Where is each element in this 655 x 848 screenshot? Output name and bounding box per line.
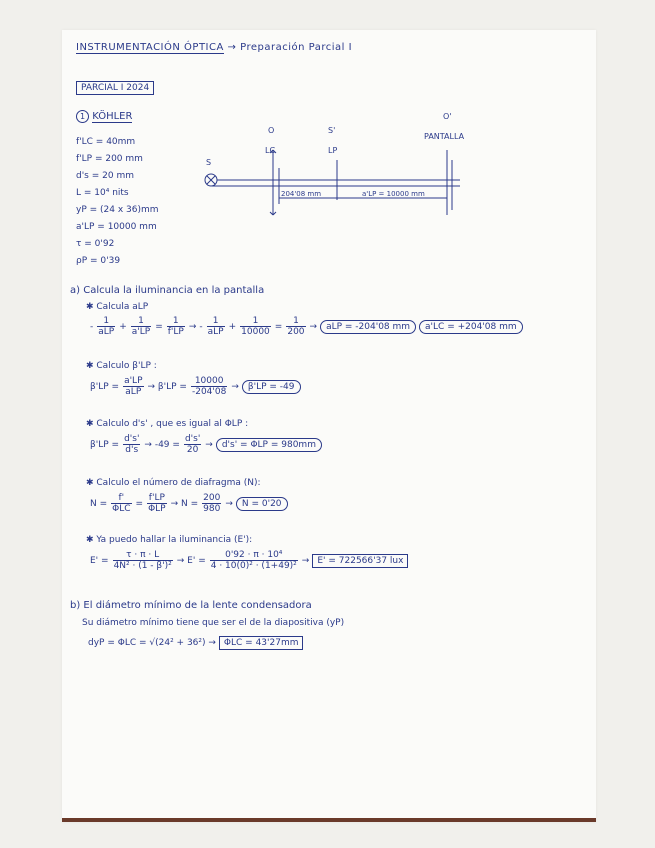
step5-equation: E' = $\frac{\tau \cdot \pi \cdot L}{\text{4N² · (1 - β')²}}$ → E' = $\frac{\text{0'92 · π · 10⁴}}{\text{4 · 10(0)² · (1+49)²}}$ → E' = 722566'37 lux — [90, 550, 408, 571]
step2-result: β'LP = -49 — [242, 380, 301, 394]
exam-tag: PARCIAL I 2024 — [76, 81, 154, 95]
step1-label: ✱ Calcula aLP — [86, 302, 149, 312]
given-item: yP = (24 x 36)mm — [76, 205, 159, 215]
given-item: a'LP = 10000 mm — [76, 222, 157, 232]
label-lp: LP — [328, 146, 338, 155]
step5-label: ✱ Ya puedo hallar la iluminancia (E'): — [86, 535, 253, 545]
header-subject: Preparación Parcial I — [240, 42, 353, 53]
label-lc: LC — [265, 146, 276, 155]
step1-result2: a'LC = +204'08 mm — [419, 320, 523, 334]
notebook-page — [62, 30, 596, 822]
part-b-line2: Su diámetro mínimo tiene que ser el de la diapositiva (yP) — [82, 618, 345, 628]
step3-equation: β'LP = $\frac{d's'}{d's}$ → -49 = $\frac{d's'}{20}$ → d's' = ΦLP = 980mm — [90, 434, 322, 455]
part-b-result: ΦLC = 43'27mm — [219, 636, 304, 650]
arrow-icon: → — [227, 42, 237, 53]
label-s-prime: S' — [328, 126, 336, 135]
givens-list — [76, 134, 159, 270]
step1-result1: aLP = -204'08 mm — [320, 320, 416, 334]
section-number: 1 — [76, 110, 89, 123]
part-b-formula: dyP = ΦLC = √(24² + 36²) → — [88, 638, 216, 648]
step2-equation: β'LP = $\frac{a'LP}{\text{aLP}}$ → β'LP = $\frac{10000}{-204'08}$ → β'LP = -49 — [90, 376, 301, 397]
given-item: f'LP = 200 mm — [76, 154, 143, 164]
section-title: KÖHLER — [92, 111, 133, 122]
given-item: d's = 20 mm — [76, 171, 134, 181]
section-heading — [76, 110, 132, 123]
given-item: f'LC = 40mm — [76, 137, 136, 147]
step3-result: d's' = ΦLP = 980mm — [216, 438, 322, 452]
part-b-equation — [88, 636, 303, 650]
step5-result: E' = 722566'37 lux — [312, 554, 408, 568]
label-o: O — [268, 126, 275, 135]
given-item: ρP = 0'39 — [76, 256, 121, 266]
step1-equation: - $\frac{1}{\text{aLP}}$ + $\frac{1}{a'LP}$ = $\frac{1}{f'LP}$ → - $\frac{1}{\text{aLP}}$ + $\frac{1}{10000}$ = $\frac{1}{200}$ → aLP = -204'08 mm a'LC = +204'08 mm — [90, 316, 523, 337]
label-pantalla: PANTALLA — [424, 132, 465, 141]
dimension-1: 204'08 mm — [281, 190, 322, 198]
step4-result: N = 0'20 — [236, 497, 288, 511]
course-title: INSTRUMENTACIÓN ÓPTICA — [76, 42, 224, 53]
given-item: τ = 0'92 — [76, 239, 115, 249]
label-o-prime: O' — [443, 112, 452, 121]
part-b-heading: b) El diámetro mínimo de la lente condensadora — [70, 600, 312, 611]
dimension-2: a'LP = 10000 mm — [362, 190, 425, 198]
step4-label: ✱ Calculo el número de diafragma (N): — [86, 478, 261, 488]
part-a-heading: a) Calcula la iluminancia en la pantalla — [70, 285, 265, 296]
label-s: S — [206, 158, 212, 167]
given-item: L = 10⁴ nits — [76, 188, 129, 198]
page-header — [76, 42, 352, 53]
step2-label: ✱ Calculo β'LP : — [86, 361, 157, 371]
step4-equation: N = $\frac{f'}{\text{ΦLC}}$ = $\frac{f'LP}{\text{ΦLP}}$ → N = $\frac{200}{980}$ → N = 0'20 — [90, 493, 288, 514]
step3-label: ✱ Calculo d's' , que es igual al ΦLP : — [86, 419, 249, 429]
